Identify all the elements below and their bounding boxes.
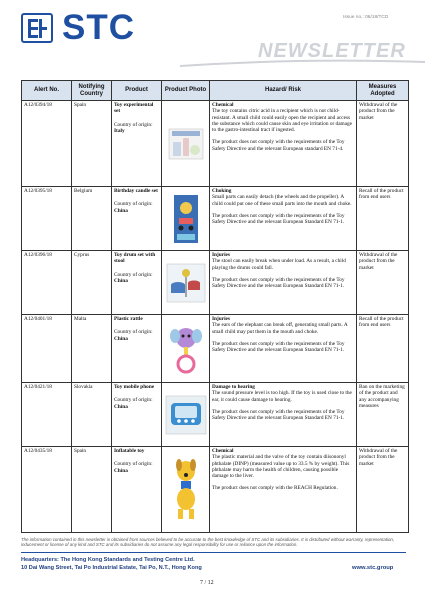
measures-adopted: Recall of the product from end users	[357, 187, 409, 251]
alert-number: A12/0421/18	[22, 383, 72, 447]
product-name: Toy drum set with stool	[114, 252, 156, 265]
origin-label: Country of origin:	[114, 461, 153, 468]
notifying-country: Slovakia	[72, 383, 112, 447]
col-header-measures: Measures Adopted	[357, 81, 409, 101]
table-row	[22, 315, 409, 383]
product-cell	[112, 187, 162, 251]
col-header-hazard-risk: Hazard/ Risk	[210, 81, 357, 101]
hazard-title: Injuries	[212, 316, 230, 322]
product-cell	[112, 383, 162, 447]
product-cell	[112, 101, 162, 187]
origin-country: Italy	[114, 127, 125, 134]
alert-number: A12/0396/18	[22, 251, 72, 315]
measures-adopted: Recall of the product from end users	[357, 315, 409, 383]
measures-adopted: Withdrawal of the product from the market	[357, 101, 409, 187]
hazard-description: The stool can easily break when under load. As a result, a child playing the drums could fall.	[212, 258, 346, 271]
origin-country: China	[114, 207, 128, 214]
brand-name: STC	[62, 8, 135, 47]
notifying-country: Cyprus	[72, 251, 112, 315]
headquarters-name: Headquarters: The Hong Kong Standards and Testing Centre Ltd.	[21, 557, 195, 563]
product-name: Toy experimental set	[114, 102, 154, 115]
hazard-description: The plastic material and the valve of the toy contain diisononyl phthalate (DINP) (measured value up to 33.5 % by weight). This phthalate may harm the health of children, causing possible damage to the liver.	[212, 454, 350, 480]
website-link[interactable]: www.stc.group	[352, 565, 394, 571]
disclaimer: The information contained in this newsletter is obtained from sources believed to be accurate to the best knowledge of STC and its subsidiaries. It is distributed without warranty, representation, inducement or license of any kind and STC and its subsidiaries do not assume any legal responsibility for use or reliance upon the information.	[21, 537, 395, 548]
hazard-title: Damage to hearing	[212, 384, 255, 390]
table-row	[22, 101, 409, 187]
alert-number: A12/0395/18	[22, 187, 72, 251]
toy-phone-photo	[165, 395, 207, 435]
hazard-cell	[210, 187, 357, 251]
origin-country: China	[114, 335, 128, 342]
hazard-title: Choking	[212, 188, 232, 194]
measures-adopted: Withdrawal of the product from the market	[357, 251, 409, 315]
page-header	[0, 0, 425, 70]
hazard-title: Chemical	[212, 448, 234, 454]
hazard-description: The toy contains citric acid in a recipient which is not child-resistant. A small child could easily open the recipient and access the substance which could cause skin and eye irritation or damage to the gastro-intestinal tract if ingested.	[212, 108, 353, 134]
product-cell	[112, 447, 162, 533]
table-row	[22, 447, 409, 533]
product-name: Toy mobile phone	[114, 384, 155, 390]
alert-number: A12/0401/18	[22, 315, 72, 383]
hazard-title: Chemical	[212, 102, 234, 108]
measures-adopted: Withdrawal of the product from the market	[357, 447, 409, 533]
newsletter-title: NEWSLETTER	[258, 40, 406, 62]
col-header-product-photo: Product Photo	[162, 81, 210, 101]
alerts-table	[21, 80, 409, 533]
notifying-country: Belgium	[72, 187, 112, 251]
hazard-description: Small parts can easily detach (the wheels and the propeller). A child could put one of these small parts into the mouth and choke.	[212, 194, 352, 207]
inflatable-toy-photo	[170, 457, 202, 523]
headquarters-address: 10 Dai Wang Street, Tai Po Industrial Estate, Tai Po, N.T., Hong Kong	[21, 565, 202, 571]
compliance-note: The product does not comply with the requirements of the Toy Safety Directive and the relevant European standard EN 71-4.	[212, 139, 345, 152]
table-row	[22, 383, 409, 447]
header-swoosh	[180, 58, 425, 68]
compliance-note: The product does not comply with the requirements of the Toy Safety Directive and the relevant European Standard EN 71-1.	[212, 276, 345, 290]
product-photo-cell	[162, 447, 210, 533]
notifying-country: Spain	[72, 447, 112, 533]
product-photo-cell	[162, 251, 210, 315]
hazard-cell	[210, 383, 357, 447]
col-header-product: Product	[112, 81, 162, 101]
table-row	[22, 251, 409, 315]
origin-label: Country of origin:	[114, 271, 153, 278]
product-name: Birthday candle set	[114, 188, 158, 194]
issue-number: Issue no.: 06/18/TCD	[343, 15, 389, 20]
origin-label: Country of origin:	[114, 397, 153, 404]
notifying-country: Malta	[72, 315, 112, 383]
stc-logo-icon	[21, 13, 53, 43]
product-cell	[112, 251, 162, 315]
hazard-cell	[210, 315, 357, 383]
product-photo-cell	[162, 187, 210, 251]
table-row	[22, 187, 409, 251]
drum-set-photo	[166, 263, 206, 303]
experiment-kit-photo	[168, 128, 204, 160]
table-header-row	[22, 81, 409, 101]
alert-number: A12/0435/18	[22, 447, 72, 533]
hazard-cell	[210, 251, 357, 315]
product-photo-cell	[162, 315, 210, 383]
col-header-notifying-country: Notifying Country	[72, 81, 112, 101]
product-name: Plastic rattle	[114, 316, 143, 322]
hazard-title: Injuries	[212, 252, 230, 258]
measures-adopted: Ban on the marketing of the product and any accompanying measures	[357, 383, 409, 447]
alert-number: A12/0394/18	[22, 101, 72, 187]
rattle-photo	[169, 323, 203, 375]
hazard-description: The sound pressure level is too high. If the toy is used close to the ear, it could cause damage to hearing.	[212, 390, 352, 403]
hazard-cell	[210, 101, 357, 187]
footer-divider	[21, 552, 406, 553]
col-header-alert-no: Alert No.	[22, 81, 72, 101]
compliance-note: The product does not comply with the requirements of the Toy Safety Directive and the relevant European Standard EN 71-1.	[212, 408, 345, 422]
origin-country: China	[114, 467, 128, 474]
product-name: Inflatable toy	[114, 448, 145, 454]
compliance-note: The product does not comply with the REACH Regulation.	[212, 485, 338, 492]
origin-country: China	[114, 277, 128, 284]
origin-label: Country of origin:	[114, 201, 153, 208]
page-number: 7 / 12	[200, 580, 214, 586]
hazard-description: The ears of the elephant can break off, generating small parts. A small child may put them in the mouth and choke.	[212, 322, 348, 335]
compliance-note: The product does not comply with the requirements of the Toy Safety Directive and the relevant European Standard EN 71-1.	[212, 212, 345, 226]
hazard-cell	[210, 447, 357, 533]
origin-label: Country of origin:	[114, 329, 153, 336]
notifying-country: Spain	[72, 101, 112, 187]
origin-label: Country of origin:	[114, 121, 153, 128]
product-photo-cell	[162, 383, 210, 447]
compliance-note: The product does not comply with the requirements of the Toy Safety Directive and the relevant European Standard EN 71-1.	[212, 340, 345, 354]
product-cell	[112, 315, 162, 383]
candle-set-photo	[173, 194, 199, 244]
origin-country: China	[114, 403, 128, 410]
product-photo-cell	[162, 101, 210, 187]
